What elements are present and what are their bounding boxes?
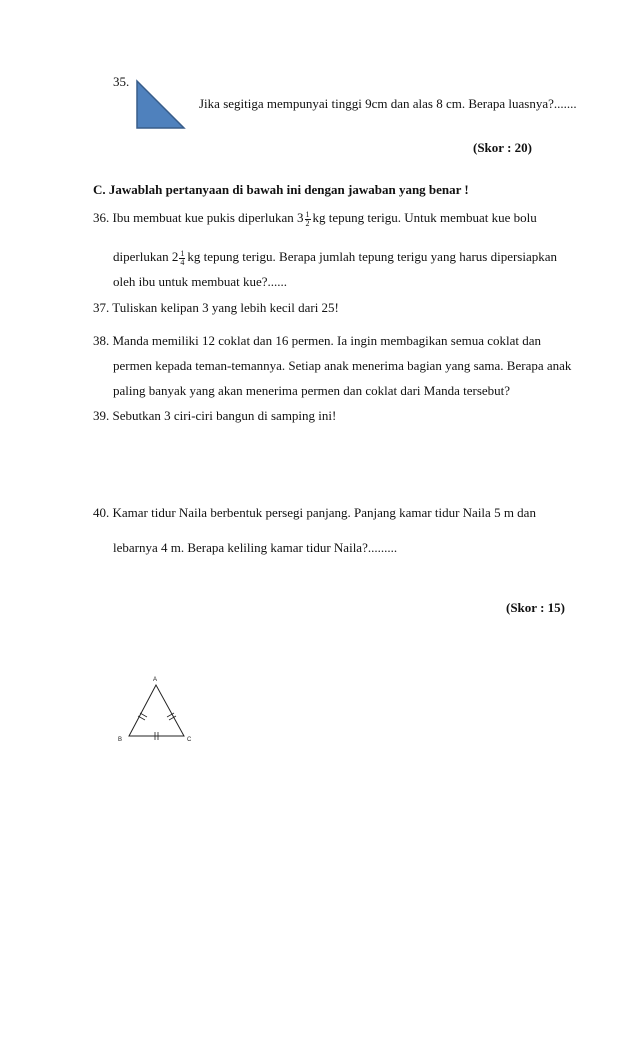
fraction-half: $\frac{1}{2}$ [305,209,310,228]
question-text: kg tepung terigu. Berapa jumlah tepung terigu yang harus dipersiapkan [187,249,558,264]
question-38-line-1: 38. Manda memiliki 12 coklat dan 16 permen. Ia ingin membagikan semua coklat dan [93,333,542,348]
question-38-line-3: paling banyak yang akan menerima permen dan coklat dari Manda tersebut? [113,383,511,398]
question-38-line-2: permen kepada teman-temannya. Setiap anak menerima bagian yang sama. Berapa anak [113,358,572,373]
question-36-line-2 [113,249,557,267]
vertex-label-b: B [118,737,123,743]
vertex-label-c: C [187,737,192,743]
isosceles-triangle-figure [115,670,200,745]
right-triangle-figure [134,78,186,132]
question-36-line-3: oleh ibu untuk membuat kue?...... [113,274,288,289]
question-text: 36. Ibu membuat kue pukis diperlukan 3 [93,210,304,225]
question-number: 35. [113,74,130,89]
score-label: (Skor : 20) [473,140,532,155]
score-label: (Skor : 15) [506,600,565,615]
question-37: 37. Tuliskan kelipan 3 yang lebih kecil dari 25! [93,300,339,315]
question-39: 39. Sebutkan 3 ciri-ciri bangun di samping ini! [93,408,337,423]
question-text: Jika segitiga mempunyai tinggi 9cm dan alas 8 cm. Berapa luasnya?....... [199,96,577,111]
question-text: kg tepung terigu. Untuk membuat kue bolu [312,210,537,225]
vertex-label-a: A [153,677,158,683]
question-40-line-2: lebarnya 4 m. Berapa keliling kamar tidur Naila?......... [113,540,398,555]
question-text: diperlukan 2 [113,249,179,264]
section-heading: C. Jawablah pertanyaan di bawah ini dengan jawaban yang benar ! [93,182,469,197]
question-40-line-1: 40. Kamar tidur Naila berbentuk persegi panjang. Panjang kamar tidur Naila 5 m dan [93,505,536,520]
fraction-quarter: $\frac{1}{4}$ [180,248,185,267]
question-36-line-1 [93,210,537,228]
